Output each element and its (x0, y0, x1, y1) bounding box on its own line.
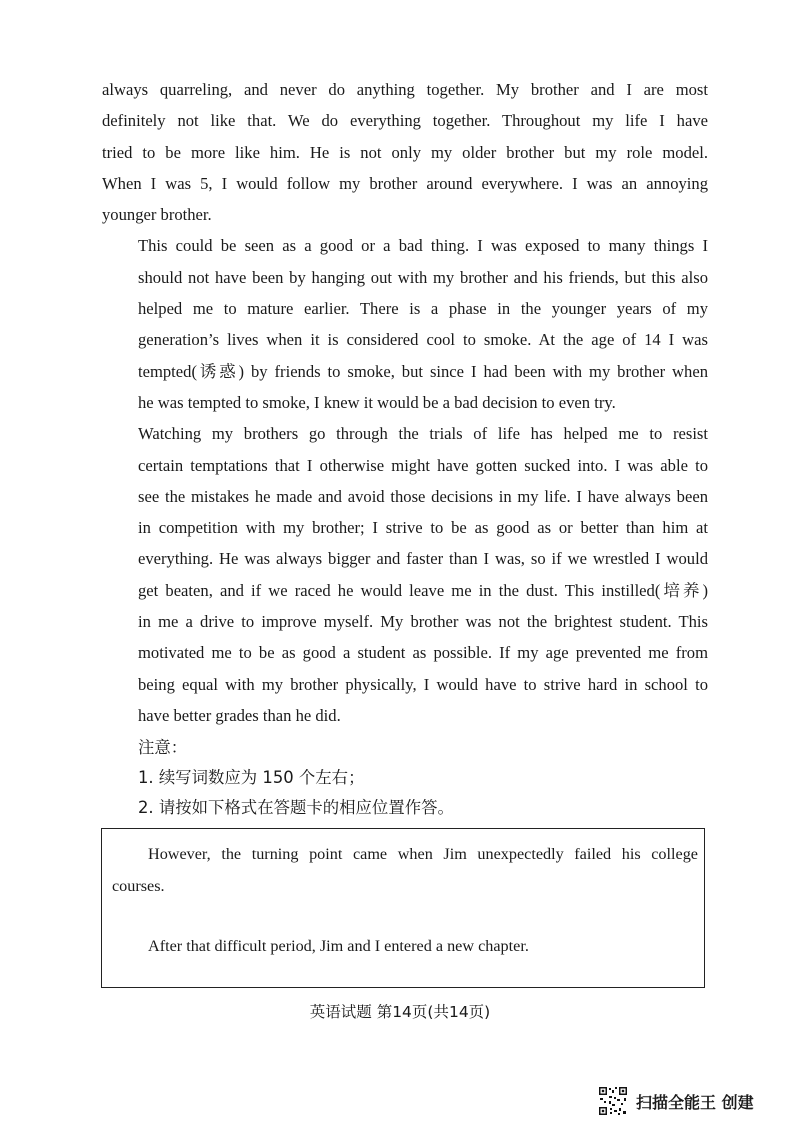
notes-section (138, 733, 454, 823)
passage-line: get beaten, and if we raced he would leave me in the dust. This instilled(培养) (138, 580, 708, 600)
passage-line: generation’s lives when it is considered cool to smoke. At the age of 14 I was (138, 330, 708, 350)
continuation-prompt-1-end: courses. (112, 877, 165, 895)
passage-line: helped me to mature earlier. There is a phase in the younger years of my (138, 299, 708, 319)
passage-paragraph (102, 74, 708, 230)
continuation-prompt-1: However, the turning point came when Jim unexpectedly failed his college (148, 845, 698, 863)
passage-line: When I was 5, I would follow my brother around everywhere. I was an annoying (102, 173, 708, 193)
watermark-text: 扫描全能王 创建 (636, 1092, 754, 1112)
notes-item-1: 1. 续写词数应为 150 个左右； (138, 768, 365, 787)
passage-line: motivated me to be as good a student as possible. If my age prevented me from (138, 643, 708, 663)
passage-line: being equal with my brother physically, I would have to strive hard in school to (138, 674, 708, 694)
passage-line: see the mistakes he made and avoid those decisions in my life. I have always been (138, 486, 708, 506)
scanner-watermark (598, 1086, 754, 1116)
passage-line: always quarreling, and never do anything together. My brother and I are most (102, 80, 708, 99)
notes-heading: 注意： (138, 738, 188, 757)
continuation-prompt-2: After that difficult period, Jim and I entered a new chapter. (148, 937, 529, 955)
passage-line: younger brother. (102, 205, 212, 225)
passage-line: definitely not like that. We do everything together. Throughout my life I have (102, 111, 708, 131)
passage-line: tried to be more like him. He is not only my older brother but my role model. (102, 142, 708, 162)
passage-line: This could be seen as a good or a bad thing. I was exposed to many things I (138, 236, 708, 256)
passage-line: certain temptations that I otherwise might have gotten sucked into. I was able to (138, 455, 708, 475)
passage-line: he was tempted to smoke, I knew it would be a bad decision to even try. (138, 392, 616, 412)
passage-line: everything. He was always bigger and faster than I was, so if we wrestled I would (138, 549, 708, 569)
notes-item-2: 2. 请按如下格式在答题卡的相应位置作答。 (138, 798, 454, 817)
passage-line: should not have been by hanging out with my brother and his friends, but this also (138, 267, 708, 287)
qr-code-icon (598, 1086, 628, 1116)
passage-line: Watching my brothers go through the trials of life has helped me to resist (138, 424, 708, 444)
passage-line: tempted(诱惑) by friends to smoke, but since I had been with my brother when (138, 361, 708, 381)
passage-paragraph (102, 230, 708, 418)
passage-line: in competition with my brother; I strive to be as good as or better than him at (138, 518, 708, 538)
passage-line: in me a drive to improve myself. My brother was not the brightest student. This (138, 612, 708, 632)
page-footer: 英语试题 第14页(共14页) (309, 1003, 491, 1021)
passage-line: have better grades than he did. (138, 705, 341, 725)
answer-format-box (101, 828, 705, 988)
passage-paragraph (102, 418, 708, 731)
reading-passage (102, 74, 708, 731)
